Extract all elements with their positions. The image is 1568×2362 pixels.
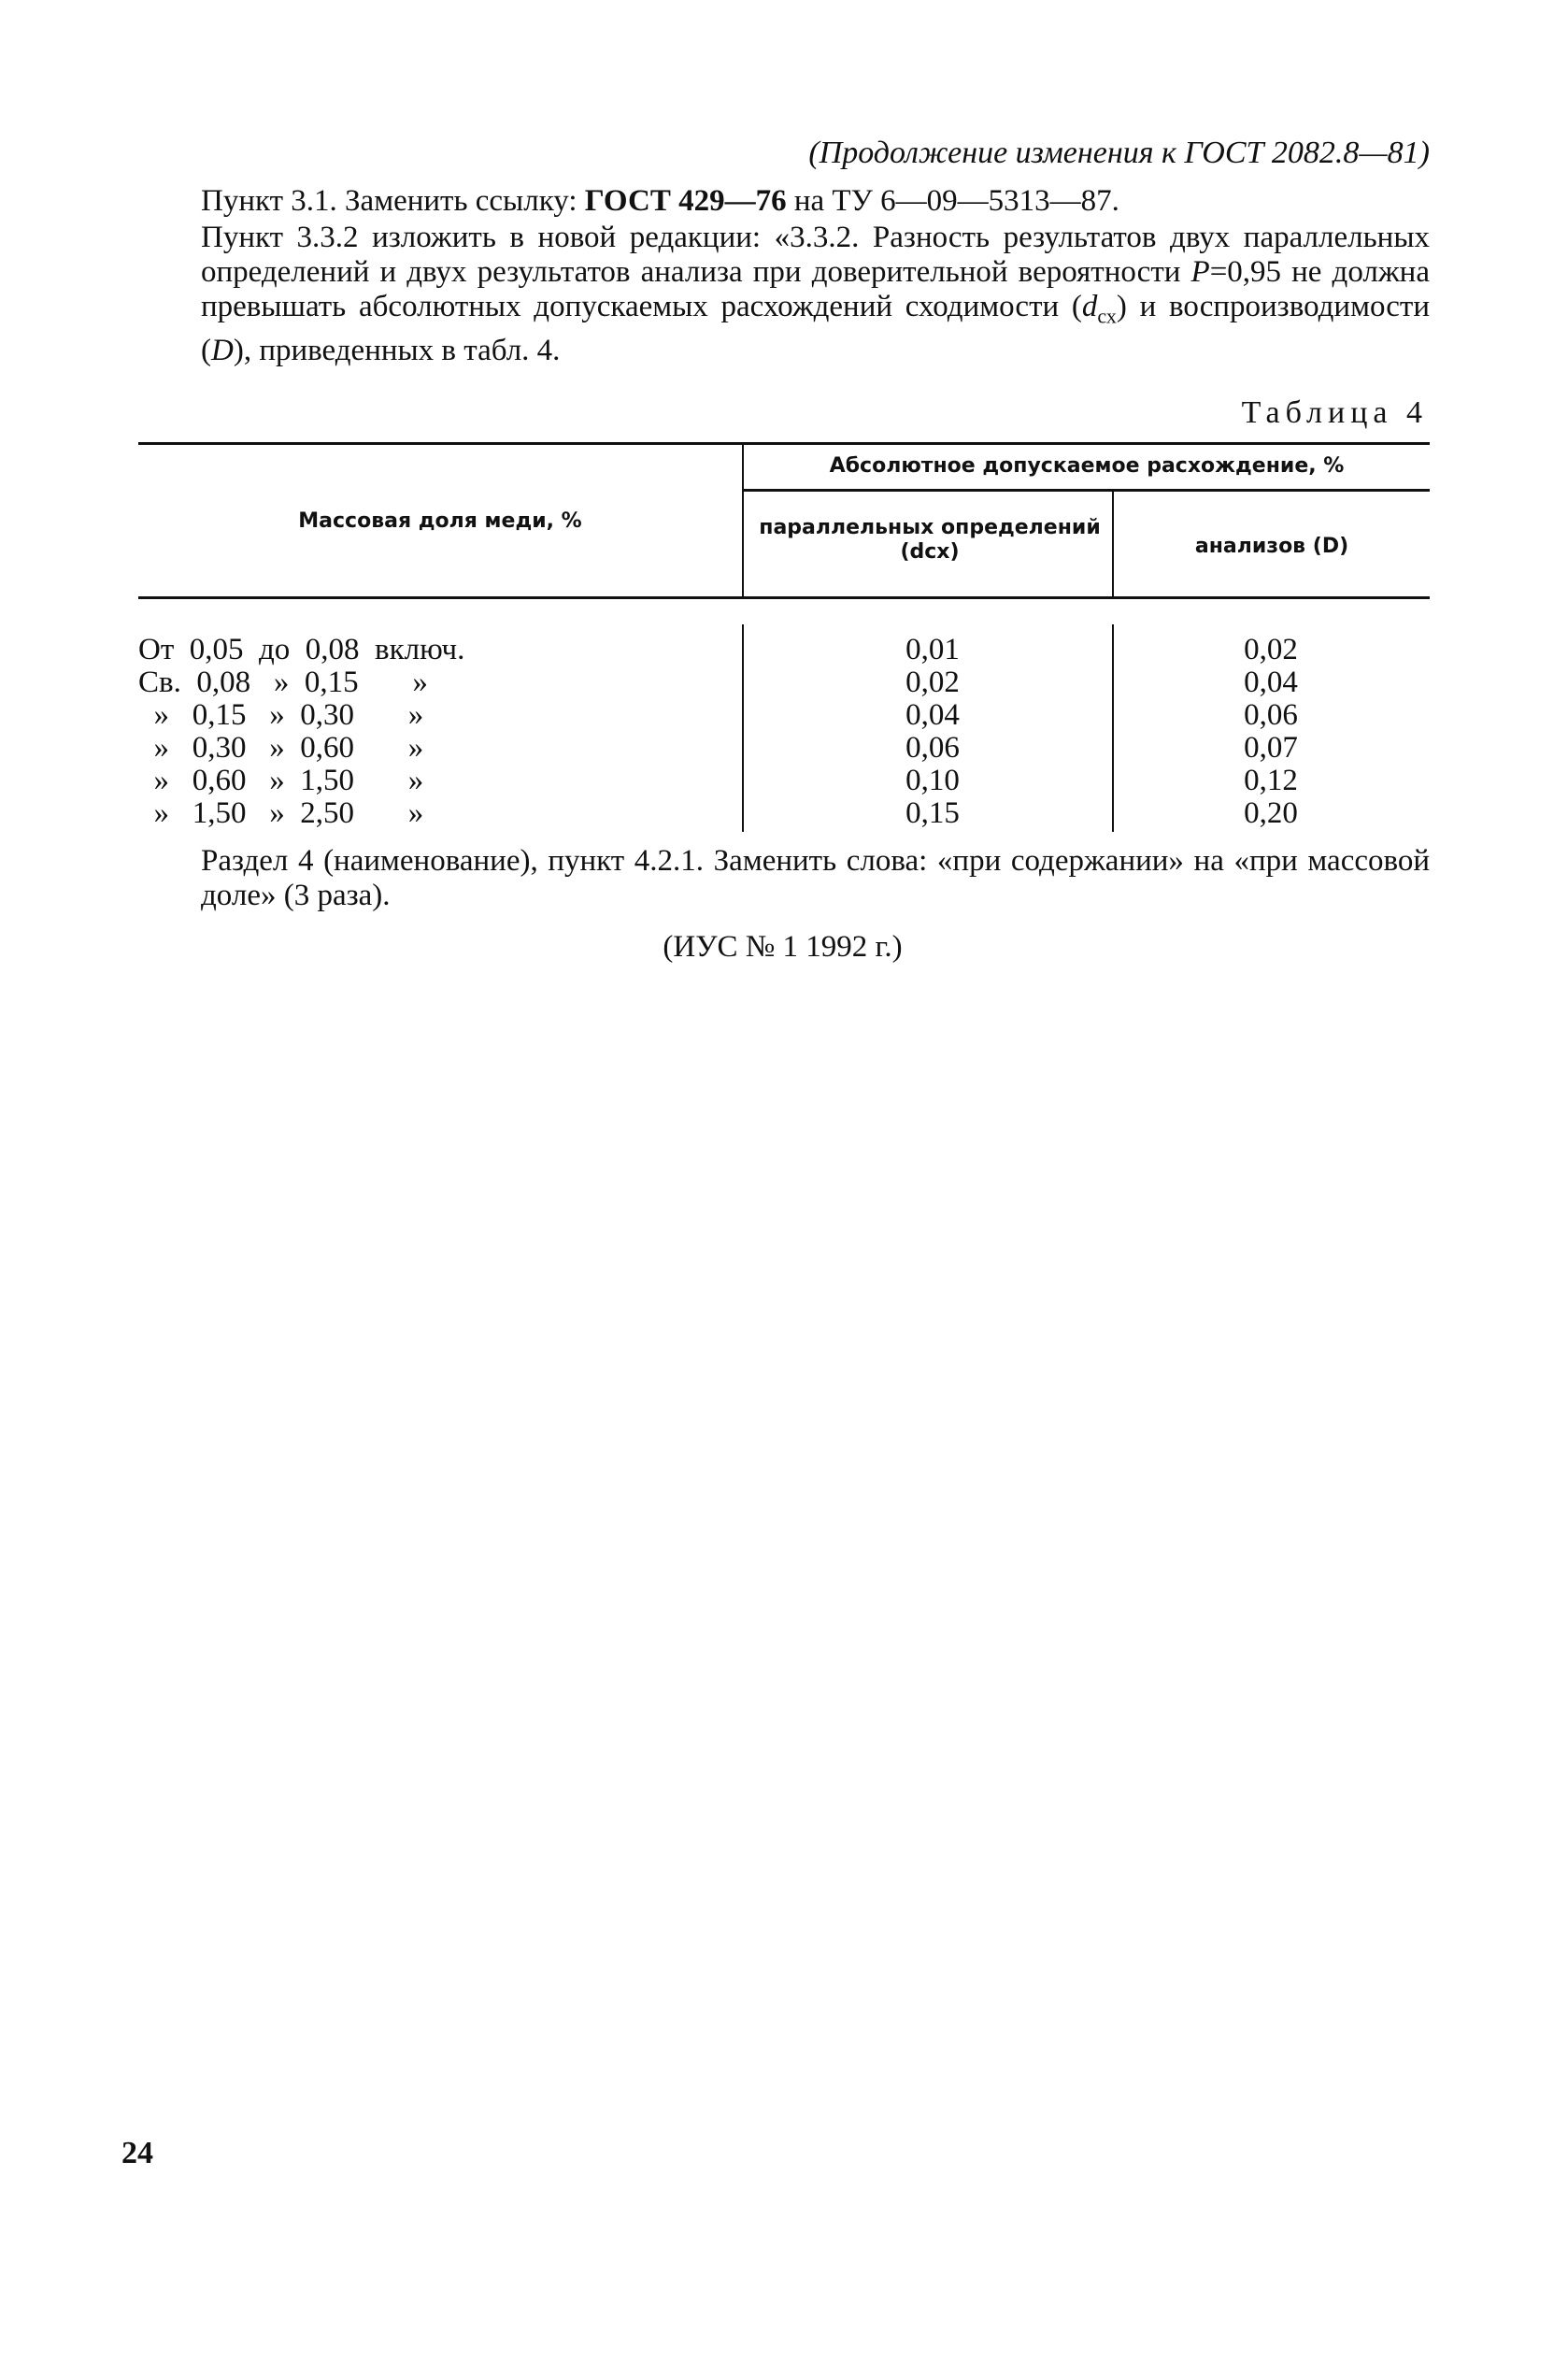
p2-text-c: ) и воспроизводимости (: [201, 290, 1430, 367]
cell-range: » 0,30 » 0,60 »: [138, 731, 424, 765]
cell-range: » 0,15 » 0,30 »: [138, 698, 424, 732]
cell-range: От 0,05 до 0,08 включ.: [138, 633, 465, 666]
table-label: Таблица 4: [1241, 395, 1428, 430]
cell-range: » 0,60 » 1,50 »: [138, 764, 424, 797]
table-header-divider: [743, 489, 1430, 492]
para3-text: Раздел 4 (наименование), пункт 4.2.1. Заменить слова: «при содержании» на «при массовой доле» (3 раза).: [201, 844, 1430, 912]
paragraph-item-3-3-2: [135, 221, 1430, 368]
header-note: (Продолжение изменения к ГОСТ 2082.8—81): [808, 136, 1430, 170]
p1-prefix: Пункт 3.1. Заменить ссылку:: [201, 184, 585, 218]
paragraph-item-3-1: [135, 184, 1430, 219]
cell-range: Св. 0,08 » 0,15 »: [138, 666, 428, 699]
cell-parallel: 0,15: [905, 796, 960, 830]
header-mass-fraction: Массовая доля меди, %: [298, 509, 582, 533]
cell-analyses: 0,06: [1244, 698, 1298, 732]
header-parallel-determinations: параллельных определений (dсх): [759, 516, 1101, 564]
p2-symbol-d: d: [1081, 290, 1098, 323]
table-vline-2-body: [1112, 624, 1114, 832]
cell-range: » 1,50 » 2,50 »: [138, 796, 424, 830]
p1-standard-ref: ГОСТ 429—76: [584, 184, 787, 218]
paragraph-section-4: [135, 844, 1430, 913]
cell-analyses: 0,04: [1244, 666, 1298, 699]
header-analyses: анализов (D): [1194, 535, 1349, 558]
p2-text-b: =0,95 не должна превышать абсолютных допускаемых расхождений сходимости (: [201, 255, 1430, 323]
cell-analyses: 0,12: [1244, 764, 1298, 797]
table-top-rule: [138, 442, 1430, 445]
p1-suffix: на ТУ 6—09—5313—87.: [786, 184, 1119, 218]
cell-parallel: 0,06: [905, 731, 960, 765]
p2-symbol-p: P: [1190, 255, 1210, 289]
source-reference: (ИУС № 1 1992 г.): [663, 930, 903, 964]
cell-parallel: 0,04: [905, 698, 960, 732]
p2-text-a: Пункт 3.3.2 изложить в новой редакции: «3.3.2. Разность результатов двух параллельных определений и двух результатов анализа при доверительной вероятности: [201, 221, 1430, 289]
cell-parallel: 0,10: [905, 764, 960, 797]
p2-text-d: ), приведенных в табл. 4.: [233, 333, 561, 367]
page-number: 24: [121, 2136, 153, 2170]
table-vline-1-body: [742, 624, 744, 832]
p2-symbol-D: D: [211, 333, 234, 367]
cell-analyses: 0,02: [1244, 633, 1298, 666]
p2-subscript-cx: сх: [1097, 304, 1117, 328]
header-absolute-discrepancy: Абсолютное допускаемое расхождение, %: [829, 454, 1345, 478]
cell-analyses: 0,07: [1244, 731, 1298, 765]
cell-analyses: 0,20: [1244, 796, 1298, 830]
table-header-bottom-rule: [138, 596, 1430, 599]
cell-parallel: 0,01: [905, 633, 960, 666]
cell-parallel: 0,02: [905, 666, 960, 699]
